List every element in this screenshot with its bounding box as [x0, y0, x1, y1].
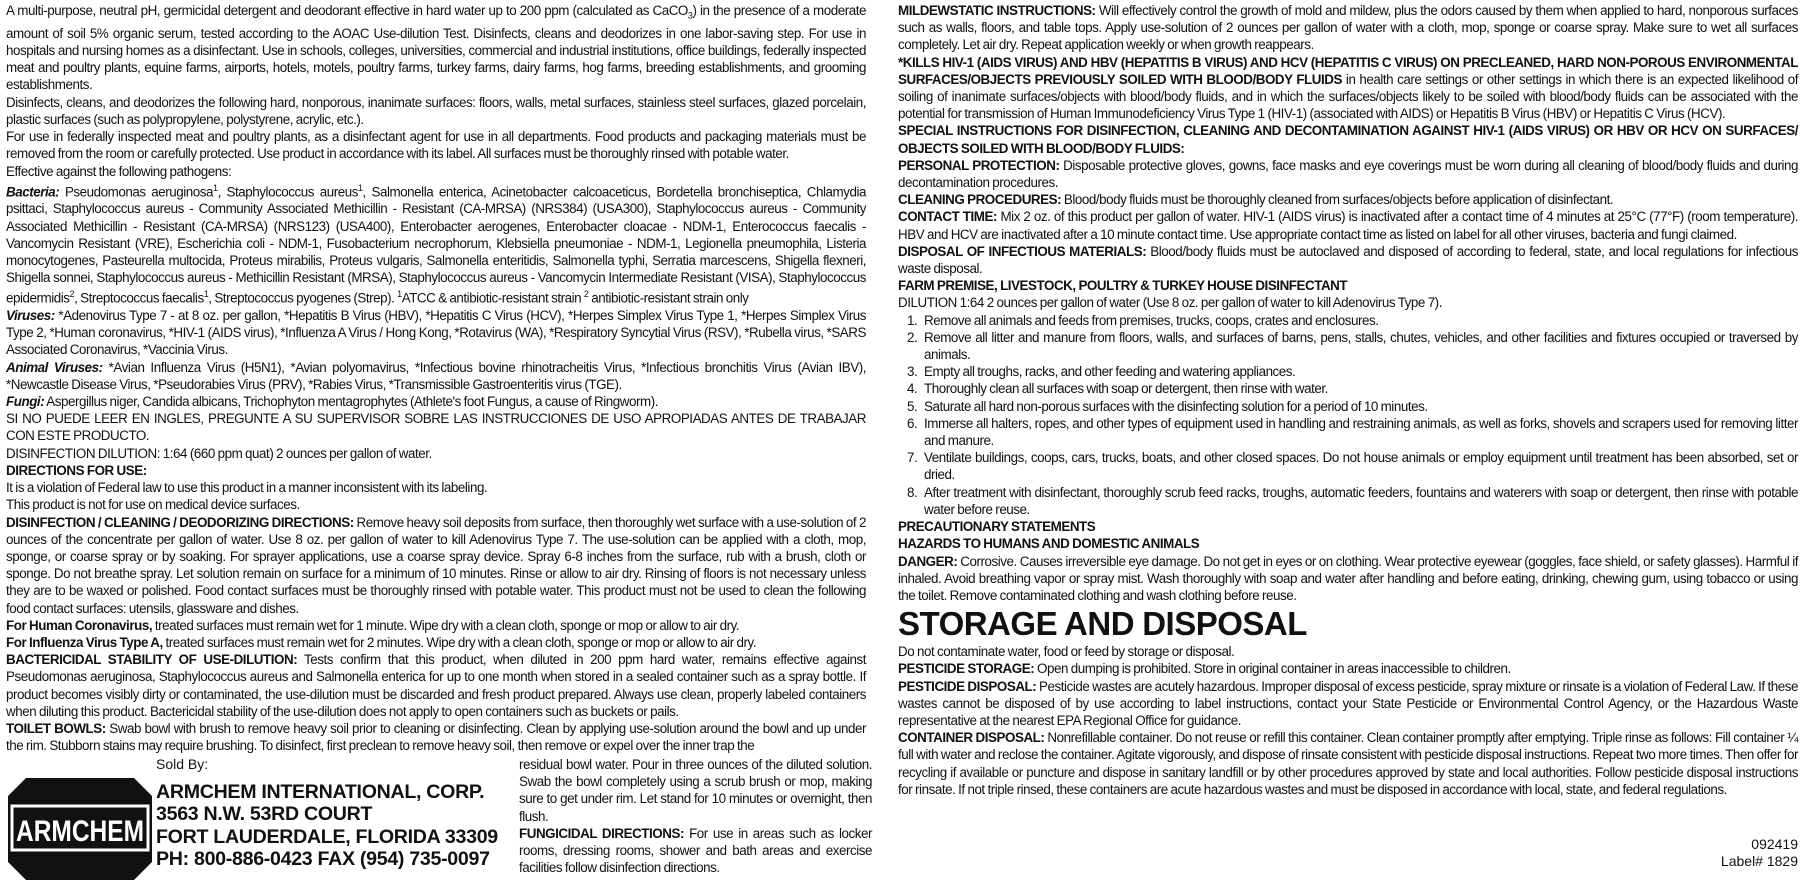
left-column — [6, 2, 866, 754]
list-item: 6. Immerse all halters, ropes, and other types of equipment used in handling and restraining animals, as well as forks, shovels and scrapers used for removing litter and manure. — [920, 415, 1798, 449]
logo-text: ARMCHEM — [16, 815, 144, 848]
bactericidal-stability: BACTERICIDAL STABILITY OF USE-DILUTION: Tests confirm that this product, when diluted in 200 ppm hard water, remains effective against Pseudomonas aeruginosa, Staphylococcus aureus and Salmonella enterica for up to one month when stored in a sealed container such as a spray bottle. If product becomes visibly dirty or contaminated, the use-dilution must be discarded and fresh product prepared. Always use clean, properly labeled containers when diluting this product. Bactericidal stability of the use-dilution does not apply to open containers such as buckets or pails. — [6, 652, 866, 719]
label-codes — [1721, 836, 1798, 870]
contact-time: CONTACT TIME: Mix 2 oz. of this product per gallon of water. HIV-1 (AIDS virus) is inactivated after a contact time of 4 minutes at 25°C (77°F) (room temperature). HBV and HCV are inactivated after a 10 minute contact time. Use appropriate contact time as listed on label for all other viruses, bacteria and fungi claimed. — [898, 209, 1799, 242]
company-address — [156, 781, 498, 871]
kills-hiv-paragraph: *KILLS HIV-1 (AIDS VIRUS) AND HBV (HEPATITIS B VIRUS) AND HCV (HEPATITIS C VIRUS) ON PRECLEANED, HARD NON-POROUS ENVIRONMENTAL SURFACES/OBJECTS PREVIOUSLY SOILED WITH BLOOD/BODY FLUIDS in health care settings or other settings in which there is an expected likelihood of soiling of inanimate surfaces/objects with blood/body fluids, and in which the surfaces/objects likely to be soiled with blood/body fluids can be associated with the potential for transmission of Human Immunodeficiency Virus Type 1 (HIV-1) (associated with AIDS) or Hepatitis B Virus (HBV) or Hepatitis C Virus (HCV). — [898, 54, 1798, 122]
viruses-paragraph: Viruses: *Adenovirus Type 7 - at 8 oz. per gallon, *Hepatitis B Virus (HBV), *Hepatitis C Virus (HCV), *Herpes Simplex Virus Type 1, *Herpes Simplex Virus Type 2, *Human coronavirus, *HIV-1 (AIDS virus), *Influenza A Virus / Hong Kong, *Rotavirus (WA), *Respiratory Syncytial Virus (RSV), *Rubella virus, *SARS Associated Coronavirus, *Vaccinia Virus. — [6, 308, 866, 358]
violation-statement: It is a violation of Federal law to use this product in a manner inconsistent with its labeling. — [6, 480, 488, 496]
list-item: 8. After treatment with disinfectant, thoroughly scrub feed racks, troughs, automatic feeders, fountains and waterers with soap or detergent, then rinse with potable water before reuse. — [920, 484, 1798, 518]
no-contaminate-statement: Do not contaminate water, food or feed by storage or disposal. — [898, 644, 1235, 660]
pesticide-disposal: PESTICIDE DISPOSAL: Pesticide wastes are acutely hazardous. Improper disposal of excess pesticide, spray mixture or rinsate is a violation of Federal Law. If these wastes cannot be disposed of by use according to label instructions, contact your State Pesticide or Environmental Control Agency, or the Hazardous Waste representative at the nearest EPA Regional Office for guidance. — [898, 678, 1798, 728]
bacteria-paragraph: Bacteria: Pseudomonas aeruginosa$^1$, Staphylococcus aureus$^1$, Salmonella enterica, Acinetobacter calcoaceticus, Bordetella bronchiseptica, Chlamydia psittaci, Staphylococcus aureus - Community Associated Methicillin - Resistant (CA-MRSA) (NRS384) (USA300), Staphylococcus aureus - Community Associated Methicillin - Resistant (CA-MRSA) (NRS123) (USA400), Enterobacter aerogenes, Enterobacter cloacae - NDM-1, Enterococcus faecalis - Vancomycin Resistant (VRE), Escherichia coli - NDM-1, Fusobacterium necrophorum, Klebsiella pneumoniae - NDM-1, Legionella pneumophila, Listeria monocytogenes, Pasteurella multocida, Proteus mirabilis, Proteus vulgaris, Salmonella enteritidis, Salmonella typhi, Serratia marcescens, Shigella flexneri, Shigella sonnei, Staphylococcus aureus - Methicillin Resistant (MRSA), Staphylococcus aureus - Vancomycin Intermediate Resistant (VISA), Staphylococcus epidermidis$^2$, Streptococcus faecalis$^1$, Streptococcus pyogenes (Strep). $^1$ATCC & antibiotic-resistant strain $^2$ antibiotic-resistant strain only — [6, 182, 867, 306]
federal-paragraph: For use in federally inspected meat and poultry plants, as a disinfectant agent for use in all departments. Food products and packaging materials must be removed from the room or carefully protected. Use product in accordance with its label. All surfaces must be thoroughly rinsed with potable water. — [6, 129, 866, 162]
spanish-warning: SI NO PUEDE LEER EN INGLES, PREGUNTE A SU SUPERVISOR SOBRE LAS INSTRUCCIONES DE USO APROPIADAS ANTES DE TRABAJAR CON ESTE PRODUCTO. — [6, 411, 866, 444]
directions-heading: DIRECTIONS FOR USE: — [6, 462, 147, 478]
list-item: 2. Remove all litter and manure from floors, walls, and surfaces of barns, pens, stalls, chutes, vehicles, and other facilities and fixtures occupied or traversed by animals. — [920, 329, 1798, 363]
sold-by-label: Sold By: — [156, 756, 209, 772]
fungi-paragraph: Fungi: Aspergillus niger, Candida albicans, Trichophyton mentagrophytes (Athlete's foot Fungus, a cause of Ringworm). — [6, 394, 658, 410]
company-name: ARMCHEM INTERNATIONAL, CORP. — [156, 781, 485, 803]
animal-viruses-paragraph: Animal Viruses: *Avian Influenza Virus (H5N1), *Avian polyomavirus, *Infectious bovine rhinotracheitis Virus, *Infectious bronchitis Virus (Avian IBV), *Newcastle Disease Virus, *Pseudorabies Virus (PRV), *Rabies Virus, *Transmissible Gastroenteritis virus (TGE). — [6, 359, 866, 392]
farm-steps-list — [898, 312, 1798, 518]
list-item: 5. Saturate all hard non-porous surfaces with the disinfecting solution for a period of 10 minutes. — [920, 398, 1798, 415]
disinfection-directions: DISINFECTION / CLEANING / DEODORIZING DIRECTIONS: Remove heavy soil deposits from surface, then thoroughly wet surface with a use-solution of 2 ounces of the concentrate per gallon of water. Use 8 oz. per gallon of water to kill Adenovirus Type 7. The use-solution can be applied with a cloth, mop, sponge, or coarse spray or by soaking. For sprayer applications, use a coarse spray device. Spray 6-8 inches from the surface, rub with a brush, cloth or sponge. Do not breathe spray. Let solution remain on surface for a minimum of 10 minutes. Rinse or allow to air dry. Rinsing of floors is not necessary unless they are to be waxed or polished. Food contact surfaces must be thoroughly rinsed with potable water. This product must not be used to clean the following food contact surfaces: utensils, glassware and dishes. — [6, 514, 867, 616]
container-disposal: CONTAINER DISPOSAL: Nonrefillable container. Do not reuse or refill this container. Clean container promptly after emptying. Triple rinse as follows: Fill container ¼ full with water and reclose the container. Agitate vigorously, and dispose of rinsate consistent with pesticide disposal instructions. Repeat two more times. Then offer for recycling if available or puncture and dispose in sanitary landfill or by other procedures approved by state and local authorities. Follow pesticide disposal instructions for rinsate. If not triple rinsed, these containers are acute hazardous wastes and must be disposed in accordance with local, state, and federal regulations. — [898, 730, 1798, 797]
hazards-heading: HAZARDS TO HUMANS AND DOMESTIC ANIMALS — [898, 536, 1200, 552]
effective-against: Effective against the following pathogens: — [6, 163, 232, 179]
fungicidal-directions: FUNGICIDAL DIRECTIONS: For use in areas such as locker rooms, dressing rooms, shower and bath areas and exercise facilities follow disinfection directions. — [519, 825, 873, 876]
farm-dilution: DILUTION 1:64 2 ounces per gallon of water (Use 8 oz. per gallon of water to kill Adenovirus Type 7). — [898, 295, 1442, 311]
list-item: 1. Remove all animals and feeds from premises, trucks, coops, crates and enclosures. — [920, 312, 1798, 329]
disposal-infectious: DISPOSAL OF INFECTIOUS MATERIALS: Blood/body fluids must be autoclaved and disposed of according to federal, state, and local regulations for infectious waste disposal. — [898, 243, 1799, 277]
coronavirus-directions: For Human Coronavirus, treated surfaces must remain wet for 1 minute. Wipe dry with a clean cloth, sponge or mop or allow to air dry. — [6, 617, 740, 633]
list-item: 4. Thoroughly clean all surfaces with soap or detergent, then rinse with water. — [920, 380, 1798, 397]
toilet-continuation: residual bowl water. Pour in three ounces of the diluted solution. Swab the bowl completely using a scrub brush or mop, making sure to get under rim. Let stand for 10 minutes or overnight, then flush. — [519, 757, 872, 824]
storage-disposal-heading: STORAGE AND DISPOSAL — [898, 605, 1307, 643]
danger-paragraph: DANGER: Corrosive. Causes irreversible eye damage. Do not get in eyes or on clothing. Wear protective eyewear (goggles, face shield, or safety glasses). Harmful if inhaled. Avoid breathing vapor or spray mist. Wash thoroughly with soap and water after handling and before eating, drinking, chewing gum, using tobacco or using the toilet. Remove contaminated clothing and wash clothing before reuse. — [898, 553, 1798, 603]
right-column — [898, 2, 1798, 798]
list-item: 3. Empty all troughs, racks, and other feeding and watering appliances. — [920, 363, 1798, 380]
sold-by-block — [6, 756, 873, 882]
city-state-zip: FORT LAUDERDALE, FLORIDA 33309 — [156, 825, 498, 848]
label-number: Label# 1829 — [1720, 853, 1798, 869]
armchem-logo — [8, 778, 152, 880]
intro-paragraph: A multi-purpose, neutral pH, germicidal detergent and deodorant effective in hard water up to 200 ppm (calculated as CaCO$_3$) in the presence of a moderate amount of soil 5% organic serum, tested according to the AOAC Use-dilution Test. Disinfects, cleans and deodorizes in one labor-saving step. For use in hospitals and nursing homes as a disinfectant. Use in schools, colleges, universities, commercial and industrial institutions, office buildings, federally inspected meat and poultry plants, equine farms, airports, hotels, motels, poultry farms, turkey farms, dairy farms, hog farms, breeding establishments, and grooming establishments. — [6, 3, 866, 93]
disinfection-dilution: DISINFECTION DILUTION: 1:64 (660 ppm quat) 2 ounces per gallon of water. — [6, 445, 432, 461]
farm-premise-heading: FARM PREMISE, LIVESTOCK, POULTRY & TURKEY HOUSE DISINFECTANT — [898, 278, 1348, 294]
phone-fax: PH: 800-886-0423 FAX (954) 735-0097 — [156, 848, 490, 871]
influenza-directions: For Influenza Virus Type A, treated surfaces must remain wet for 2 minutes. Wipe dry with a clean cloth, sponge or mop or allow to air dry. — [6, 634, 757, 650]
list-item: 7. Ventilate buildings, coops, cars, trucks, boats, and other closed spaces. Do not house animals or employ equipment until treatment has been absorbed, set or dried. — [920, 449, 1798, 483]
toilet-continuation-block — [519, 756, 872, 876]
precautionary-heading: PRECAUTIONARY STATEMENTS — [898, 519, 1096, 535]
pesticide-storage: PESTICIDE STORAGE: Open dumping is prohibited. Store in original container in areas inaccessible to children. — [898, 661, 1511, 677]
special-instructions-heading: SPECIAL INSTRUCTIONS FOR DISINFECTION, CLEANING AND DECONTAMINATION AGAINST HIV-1 (AIDS VIRUS) OR HBV OR HCV ON SURFACES/ OBJECTS SOILED WITH BLOOD/BODY FLUIDS: — [898, 123, 1798, 156]
cleaning-procedures: CLEANING PROCEDURES: Blood/body fluids must be thoroughly cleaned from surfaces/objects before application of disinfectant. — [898, 192, 1614, 208]
street-address: 3563 N.W. 53RD COURT — [156, 803, 373, 826]
surfaces-paragraph: Disinfects, cleans, and deodorizes the following hard, nonporous, inanimate surfaces: floors, walls, metal surfaces, stainless steel surfaces, glazed porcelain, plastic surfaces (such as polypropylene, polystyrene, acrylic, etc.). — [6, 94, 866, 127]
personal-protection: PERSONAL PROTECTION: Disposable protective gloves, gowns, face masks and eye coverings must be worn during all cleaning of blood/body fluids and during decontamination procedures. — [898, 157, 1798, 191]
toilet-bowls-directions: TOILET BOWLS: Swab bowl with brush to remove heavy soil prior to cleaning or disinfecting. Clean by applying use-solution around the bowl and up under the rim. Stubborn stains may require brushing. To disinfect, first preclean to remove heavy soil, then remove or expel over the inner trap the — [6, 720, 866, 754]
mildewstatic-instructions: MILDEWSTATIC INSTRUCTIONS: Will effectively control the growth of mold and mildew, plus the odors caused by them when applied to hard, nonporous surfaces such as walls, floors, and table tops. Apply use-solution of 2 ounces per gallon of water with a cloth, mop, sponge or coarse spray. Make sure to wet all surfaces completely. Let air dry. Repeat application weekly or when growth reappears. — [898, 3, 1798, 53]
lot-code: 092419 — [1751, 836, 1798, 852]
medical-device-statement: This product is not for use on medical device surfaces. — [6, 497, 300, 513]
